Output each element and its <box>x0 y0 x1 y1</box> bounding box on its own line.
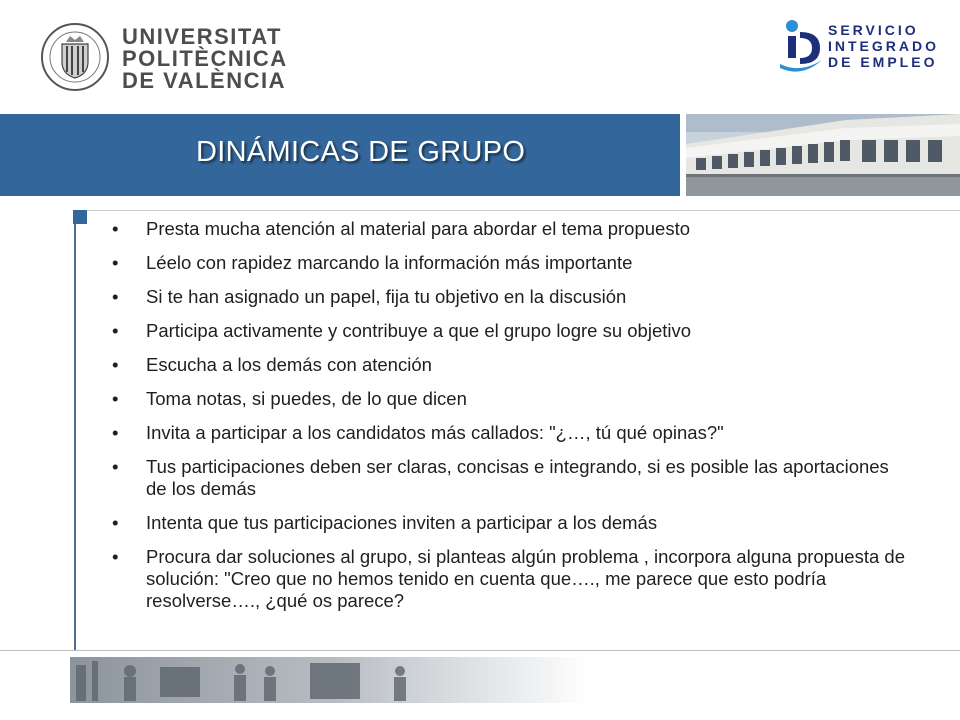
slide-title: DINÁMICAS DE GRUPO <box>196 136 526 168</box>
bullet-icon: • <box>112 512 119 533</box>
footer-photo-strip <box>70 657 590 703</box>
university-seal-icon <box>40 22 110 92</box>
bullet-icon: • <box>112 388 119 409</box>
building-image <box>686 114 960 196</box>
list-item <box>112 422 912 444</box>
accent-vertical-line <box>74 224 76 650</box>
list-item-text: Si te han asignado un papel, fija tu objetivo en la discusión <box>146 286 627 307</box>
service-mark-icon <box>778 18 824 74</box>
list-item-text: Escucha a los demás con atención <box>146 354 432 375</box>
university-name-line-2: POLITÈCNICA <box>122 46 288 71</box>
list-item <box>112 354 912 376</box>
bullet-icon: • <box>112 286 119 307</box>
list-item-text: Toma notas, si puedes, de lo que dicen <box>146 388 467 409</box>
service-name-line-2: INTEGRADO <box>828 38 939 54</box>
list-item <box>112 388 912 410</box>
list-item-text: Presta mucha atención al material para abordar el tema propuesto <box>146 218 690 239</box>
university-name-line-1: UNIVERSITAT <box>122 24 282 49</box>
bullet-icon: • <box>112 546 119 567</box>
service-name-line-3: DE EMPLEO <box>828 54 938 70</box>
bullet-icon: • <box>112 456 119 477</box>
bullet-icon: • <box>112 422 119 443</box>
band-separator <box>680 114 685 196</box>
content-top-rule <box>80 210 960 211</box>
bullet-icon: • <box>112 320 119 341</box>
list-item <box>112 218 912 240</box>
list-item-text: Léelo con rapidez marcando la información más importante <box>146 252 633 273</box>
list-item-text: Procura dar soluciones al grupo, si planteas algún problema , incorpora alguna propuesta de solución: "Creo que no hemos tenido en cuenta que…., me parece que esto podría resolverse…., ¿qué os parece? <box>146 546 905 611</box>
list-item <box>112 512 912 534</box>
accent-square <box>73 210 87 224</box>
building-photo <box>686 114 960 196</box>
list-item <box>112 286 912 308</box>
bullet-icon: • <box>112 252 119 273</box>
list-item-text: Tus participaciones deben ser claras, concisas e integrando, si es posible las aportaciones de los demás <box>146 456 889 499</box>
list-item-text: Intenta que tus participaciones inviten a participar a los demás <box>146 512 658 533</box>
bullet-icon: • <box>112 218 119 239</box>
bullet-list <box>112 218 912 624</box>
bullet-icon: • <box>112 354 119 375</box>
footer-rule <box>0 650 960 651</box>
list-item <box>112 320 912 342</box>
university-name-line-3: DE VALÈNCIA <box>122 68 286 93</box>
list-item <box>112 456 912 500</box>
list-item-text: Invita a participar a los candidatos más callados: "¿…, tú qué opinas?" <box>146 422 724 443</box>
service-name <box>828 22 939 70</box>
service-logo <box>778 18 948 78</box>
service-name-line-1: SERVICIO <box>828 22 919 38</box>
list-item-text: Participa activamente y contribuye a que el grupo logre su objetivo <box>146 320 692 341</box>
list-item <box>112 546 912 612</box>
university-logo <box>40 22 288 96</box>
university-name <box>122 26 288 92</box>
list-item <box>112 252 912 274</box>
